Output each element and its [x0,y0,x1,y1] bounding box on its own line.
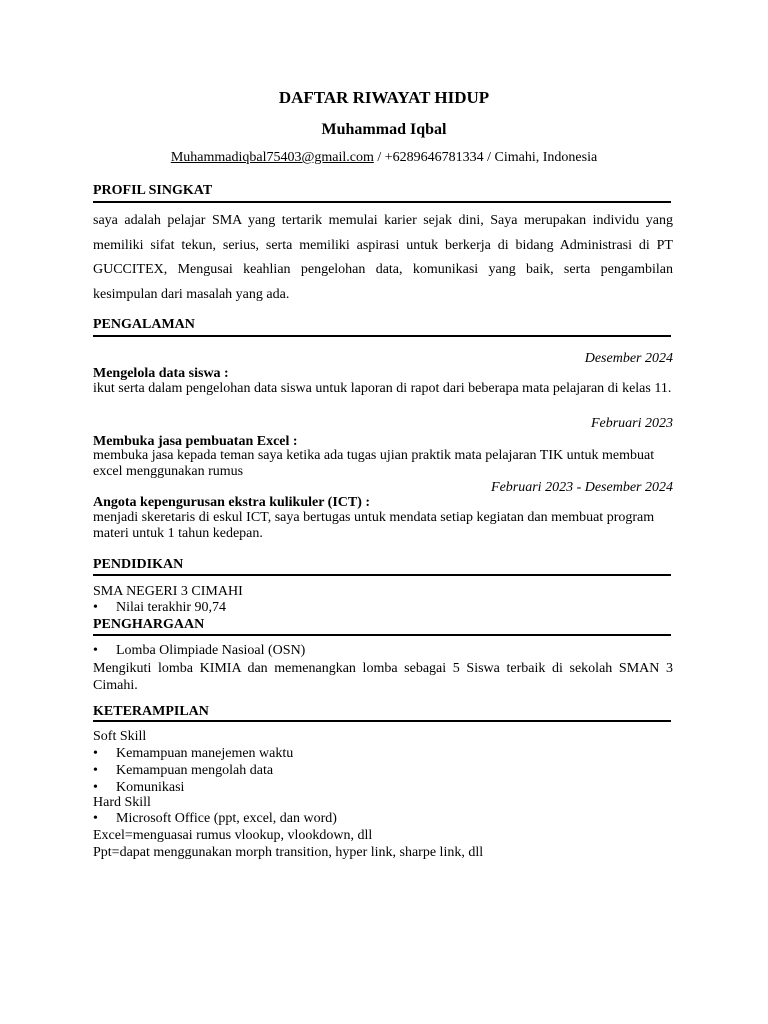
experience-title: Angota kepengurusan ekstra kulikuler (ICT) : [93,495,371,510]
bullet-icon: • [93,746,98,761]
section-divider [93,720,671,722]
experience-description: menjadi skeretaris di eskul ICT, saya bertugas untuk mendata setiap kegiatan dan membuat program materi untuk 1 tahun kedepan. [93,510,655,541]
email-link[interactable]: Muhammadiqbal75403@gmail.com [170,150,374,165]
section-heading-awards: PENGHARGAAN [93,617,205,632]
bullet-icon: • [93,600,98,615]
section-divider [93,634,671,636]
soft-skill-text: Kemampuan manejemen waktu [116,746,294,761]
experience-description: ikut serta dalam pengelohan data siswa untuk laporan di rapot dari beberapa mata pelajaran di kelas 11. [93,381,672,396]
final-grade: Nilai terakhir 90,74 [116,600,227,615]
hard-skill-label: Hard Skill [93,795,151,810]
award-description: Mengikuti lomba KIMIA dan memenangkan lomba sebagai 5 Siswa terbaik di sekolah SMAN 3 Cimahi. [93,661,673,693]
school-name: SMA NEGERI 3 CIMAHI [93,584,243,599]
section-heading-education: PENDIDIKAN [93,557,184,572]
excel-note: Excel=menguasai rumus vlookup, vlookdown, dll [93,828,373,843]
contact-details: / +6289646781334 / Cimahi, Indonesia [373,150,598,165]
bullet-icon: • [93,780,98,795]
ppt-note: Ppt=dapat menggunakan morph transition, hyper link, sharpe link, dll [93,845,484,860]
experience-title: Membuka jasa pembuatan Excel : [93,434,298,449]
section-heading-profile: PROFIL SINGKAT [93,183,213,198]
section-divider [93,201,671,203]
hard-skill-text: Microsoft Office (ppt, excel, dan word) [116,811,337,826]
person-name: Muhammad Iqbal [321,121,447,138]
experience-description: membuka jasa kepada teman saya ketika ada tugas ujian praktik mata pelajaran TIK untuk membuat excel menggunakan rumus [93,448,655,479]
section-divider [93,335,671,337]
bullet-icon: • [93,763,98,778]
experience-title: Mengelola data siswa : [93,366,229,381]
section-heading-skills: KETERAMPILAN [93,704,209,719]
profile-paragraph: saya adalah pelajar SMA yang tertarik memulai karier sejak dini, Saya merupakan individu yang memiliki sifat tekun, serius, serta memiliki aspirasi untuk berkerja di bidang Administrasi di PT GUCCITEX, Mengusai keahlian pengelohan data, komunikasi yang baik, serta pengambilan kesimpulan dari masalah yang ada. [93,213,673,302]
section-heading-experience: PENGALAMAN [93,317,195,332]
soft-skill-text: Kemampuan mengolah data [116,763,274,778]
bullet-icon: • [93,811,98,826]
soft-skill-label: Soft Skill [93,729,147,744]
document-title: DAFTAR RIWAYAT HIDUP [278,88,490,107]
experience-date: Februari 2023 - Desember 2024 [491,480,673,495]
experience-date: Februari 2023 [590,416,673,431]
award-name: Lomba Olimpiade Nasioal (OSN) [116,643,306,658]
experience-date: Desember 2024 [584,351,673,366]
section-divider [93,574,671,576]
bullet-icon: • [93,643,98,658]
contact-line [0,149,768,166]
soft-skill-text: Komunikasi [116,780,185,795]
